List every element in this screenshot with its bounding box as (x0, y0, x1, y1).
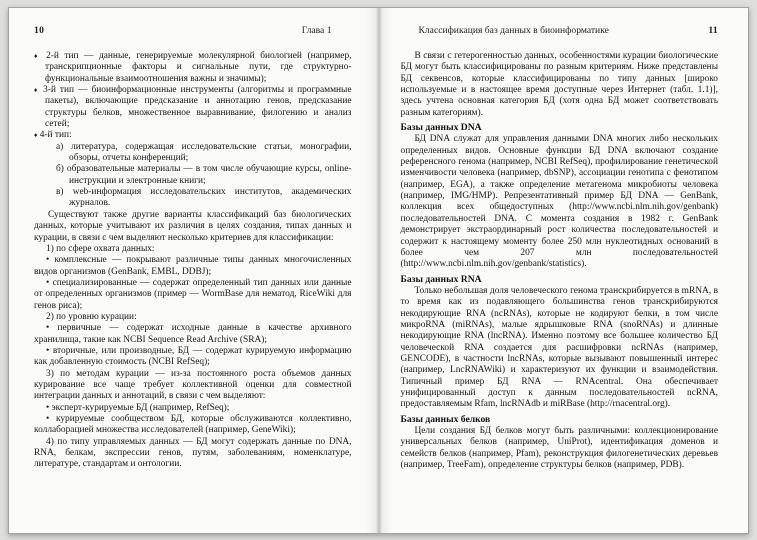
dot-bullet-icon: • (46, 414, 50, 424)
dot-bullet-icon: • (46, 255, 50, 266)
numbered-item: 3) по методам курации — из-за постоянного роста объемов данных курирование все чаще требует коллективной оценки для совместной интеграции данных и аннотаций, в связи с чем выделяют: (34, 368, 352, 402)
book-spread (8, 7, 749, 534)
right-page-number: 11 (708, 25, 718, 36)
numbered-item: 4) по типу управляемых данных — БД могут содержать данные по DNA, RNA, белкам, экспрессии генов, путям, заболеваниям, номенклатуре, литературе, стандартам и онтологии. (34, 436, 352, 470)
bullet-item (34, 323, 352, 346)
numbered-item: 1) по сфере охвата данных: (46, 243, 155, 254)
list-item-text: курируемые сообществом БД, которые обслуживаются коллективно, коллаборацией множества исследователей (например, GeneWiki); (34, 414, 352, 436)
right-page-body (401, 51, 719, 471)
bullet-item (34, 346, 352, 369)
left-page-header (34, 25, 352, 36)
list-item (34, 51, 352, 85)
intro-paragraph: В связи с гетерогенностью данных, особенностями курации биологические БД могут быть классифицированы по разным критериям. Ниже представлены БД секвенсов, которые классифицированы по типу данных [широко используемые и в настоящее время доступные через Интернет (табл. 1.1)], здесь учтена основная категория БД (хотя одна БД может соответствовать разным категориям). (400, 51, 718, 118)
list-item (34, 130, 352, 141)
list-subitem: б) образовательные материалы — в том числе обучающие курсы, online-инструкции и электронные книги; (56, 164, 352, 186)
diamond-bullet-icon: ♦ (34, 132, 38, 140)
list-item-text: 3-й тип — биоинформационные инструменты (алгоритмы и программные пакеты), включающие предсказание и аннотацию генов, предсказание структуры белков, множественное выравнивание, филогению и анализ сетей; (43, 85, 352, 130)
numbered-item: 2) по уровню курации: (46, 311, 137, 322)
list-item-text: 2-й тип — данные, генерируемые молекулярной биологией (например, транскрипционные факторы и сигнальные пути, где структурно-функциональные взаимоотношения важны и значимы); (45, 51, 352, 84)
section-body-rna: Только небольшая доля человеческого генома транскрибируется в mRNA, в то время как из подавляющего большинства генов транскрибируются некодирующие RNA (ncRNAs), которые не кодируют белки, в том числе микроRNA (miRNAs), малые ядрышковые RNA (snoRNAs) и длинные некодирующие RNA (lncRNA). Именно поэтому все большее количество БД человеческой RNA создается для расшифровки ncRNAs (например, GENCODE), в частности lncRNAs, которые вызывают повышенный интерес (например, LncRNAWiki) и характеризуют их функции и взаимодействия. Типичный пример БД RNA — RNAcentral. Она обеспечивает унифицированный доступ к данным последовательностей ncRNA, предоставляемым Rfam, lncRNAdb и miRBase (http://rnacentral.org). (400, 285, 718, 410)
right-page-header (401, 25, 719, 36)
section-body-proteins: Цели создания БД белков могут быть различными: коллекционирование универсальных белков (например, UniProt), идентификация доменов и семейств белков (например, Pfam), реконструкция филогенетических деревьев (например, TreeFam), определение структуры белков (например, PDB). (400, 426, 718, 471)
section-body-dna: БД DNA служат для управления данными DNA многих либо нескольких определенных видов. Основные функции БД DNA включают создание референсного генома (например, NCBI RefSeq), профилирование генетической изменчивости человека (например, dbSNP), ассоциации генотипа с фенотипом (например, EGA), а также определение метагенома микробиоты человека (например, IMG/HMP). Репрезентативный пример БД DNA — GenBank, коллекция всех общедоступных (http://www.ncbi.nlm.nih.gov/genbank) последовательностей DNA. С момента создания в 1982 г. GenBank демонстрирует экстраординарный рост количества последовательностей и содержит к настоящему моменту более 250 млн нуклеотидных оснований в более чем 207 млн последовательностей (http://www.ncbi.nlm.nih.gov/genbank/statistics). (400, 134, 718, 270)
list-item-text: эксперт-курируемые БД (например, RefSeq); (51, 402, 230, 413)
right-running-title: Классификация баз данных в биоинформатике (418, 25, 609, 36)
list-item (34, 85, 352, 130)
list-subitem: а) литература, содержащая исследовательские статьи, монографии, обзоры, отчеты конференций; (56, 141, 352, 164)
dot-bullet-icon: • (46, 345, 50, 356)
dot-bullet-icon: • (46, 402, 50, 413)
dot-bullet-icon: • (46, 277, 50, 288)
right-page (379, 8, 749, 533)
bullet-item (34, 414, 352, 437)
list-subitem: в) web-информация исследовательских институтов, академических журналов. (56, 187, 352, 209)
section-heading-proteins: Базы данных белков (400, 413, 491, 425)
left-page-body (34, 51, 352, 471)
list-item-text: специализированные — содержат определенный тип данных или данные от определенных организмов (пример — WormBase для нематод, RiceWiki для генов риса); (34, 277, 352, 311)
left-page (9, 8, 379, 533)
list-item-text: 4-й тип: (39, 130, 72, 141)
diamond-bullet-icon: ♦ (34, 87, 40, 95)
list-item-text: первичные — содержат исходные данные в качестве архивного хранилища, такие как NCBI Sequence Read Archive (SRA); (34, 323, 352, 345)
section-heading-dna: Базы данных DNA (400, 122, 482, 134)
dot-bullet-icon: • (46, 323, 50, 334)
bullet-item (34, 255, 352, 278)
diamond-bullet-icon: ♦ (34, 53, 41, 60)
bullet-item (34, 278, 352, 312)
bullet-item (34, 403, 352, 414)
paragraph: Существуют также другие варианты классификаций баз биологических данных, которые учитывают их различия в целях создания, типах данных и курации, в связи с чем выделяют несколько критериев для классификации: (34, 209, 352, 243)
left-page-number: 10 (34, 25, 45, 36)
section-heading-rna: Базы данных RNA (400, 273, 482, 285)
left-running-title: Глава 1 (301, 25, 332, 36)
list-item-text: вторичные, или производные, БД — содержат курируемую информацию как добавленную стоимость (NCBI RefSeq); (34, 345, 352, 368)
list-item-text: комплексные — покрывают различные типы данных многочисленных видов организмов (GenBank, EMBL, DDBJ); (34, 255, 352, 277)
